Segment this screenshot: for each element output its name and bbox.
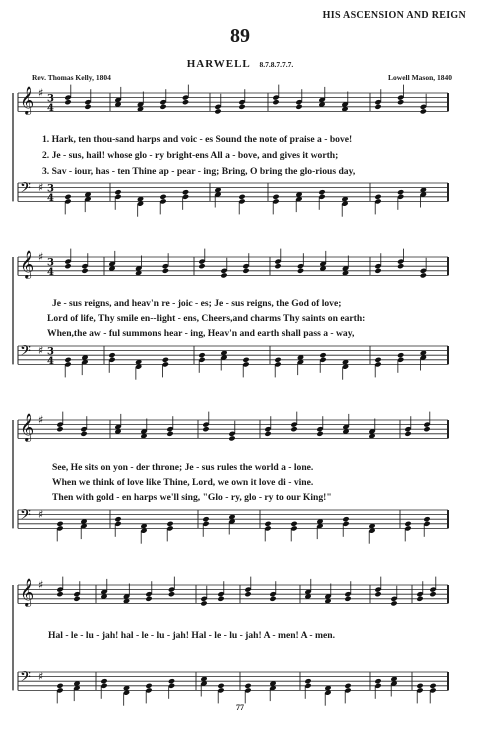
lyric-line: 1. Hark, ten thou-sand harps and voic - es Sound the note of praise a - bove! [42, 134, 353, 145]
note-head [217, 683, 224, 689]
note-head [397, 263, 404, 269]
tune-meter: 8.7.8.7.7.7. [259, 60, 294, 69]
treble-clef-icon: 𝄞 [20, 578, 35, 606]
note-head [242, 268, 249, 274]
note-head [316, 431, 323, 437]
lyric-line: Lord of life, Thy smile en--light - ens, Cheers,and charms Thy saints on earth: [47, 313, 366, 324]
note-head [168, 678, 175, 684]
note-head [420, 272, 427, 278]
note-head [198, 263, 205, 269]
bass-clef-icon: 𝄢 [20, 343, 31, 363]
note-head [404, 431, 411, 437]
note-head [290, 426, 297, 432]
note-head [198, 352, 205, 358]
time-signature-bottom: 4 [47, 267, 54, 278]
note-head [374, 357, 381, 363]
note-head [344, 596, 351, 602]
note-head [64, 263, 71, 269]
note-head [182, 189, 189, 195]
note-head [162, 357, 169, 363]
note-head [182, 99, 189, 105]
time-signature-top: 3 [47, 183, 54, 195]
note-head [423, 516, 430, 522]
note-head [242, 357, 249, 363]
lyric-line: See, He sits on yon - der throne; Je - sus rules the world a - lone. [52, 462, 314, 473]
note-head [84, 104, 91, 110]
note-head [344, 683, 351, 689]
note-head [220, 272, 227, 278]
note-head [114, 516, 121, 522]
note-head [73, 596, 80, 602]
key-sharp-icon: ♯ [38, 344, 44, 357]
note-head [274, 263, 281, 269]
note-head [397, 189, 404, 195]
note-head [374, 268, 381, 274]
lyric-line: 3. Sav - iour, has - ten Thine ap - pear - ing; Bring, O bring the glo-rious day, [42, 166, 356, 177]
note-head [297, 268, 304, 274]
note-head [274, 357, 281, 363]
treble-clef-icon: 𝄞 [20, 413, 35, 441]
lyric-line: Je - sus reigns, and heav'n re - joic - es; Je - sus reigns, the God of love; [52, 298, 342, 309]
note-head [80, 431, 87, 437]
key-sharp-icon: ♯ [38, 181, 44, 194]
key-sharp-icon: ♯ [38, 413, 44, 427]
note-head [269, 596, 276, 602]
time-signature-top: 3 [47, 346, 54, 358]
treble-clef-icon: 𝄞 [20, 86, 35, 114]
key-sharp-icon: ♯ [38, 86, 44, 100]
note-head [374, 591, 381, 597]
words-credit: Rev. Thomas Kelly, 1804 [32, 73, 111, 82]
note-head [159, 104, 166, 110]
note-head [166, 431, 173, 437]
lyric-line: 2. Je - sus, hail! whose glo - ry bright-ens All a - bove, and gives it worth; [42, 150, 339, 161]
note-head [145, 683, 152, 689]
note-head [290, 521, 297, 527]
note-head [238, 104, 245, 110]
note-head [244, 591, 251, 597]
time-signature-bottom: 4 [47, 103, 54, 114]
lyric-line: When we think of love like Thine, Lord, we own it love di - vine. [52, 477, 314, 488]
note-head [390, 600, 397, 606]
note-head [214, 108, 221, 114]
key-sharp-icon: ♯ [38, 250, 44, 264]
hymn-number: 89 [230, 25, 250, 47]
note-head [374, 194, 381, 200]
note-head [81, 268, 88, 274]
note-head [304, 678, 311, 684]
note-head [420, 108, 427, 114]
note-head [64, 357, 71, 363]
lyric-line: When,the aw - ful summons hear - ing, Heav'n and earth shall pass a - way, [47, 328, 355, 339]
page-number: 77 [236, 703, 244, 712]
treble-clef-icon: 𝄞 [20, 250, 35, 278]
key-sharp-icon: ♯ [38, 578, 44, 592]
bass-clef-icon: 𝄢 [20, 507, 31, 527]
note-head [416, 683, 423, 689]
lyric-line: Hal - le - lu - jah! hal - le - lu - jah! Hal - le - lu - jah! A - men! A - men. [48, 630, 335, 641]
section-title: HIS ASCENSION AND REIGN [322, 10, 466, 21]
note-head [217, 596, 224, 602]
key-sharp-icon: ♯ [38, 670, 44, 683]
note-head [295, 104, 302, 110]
note-head [56, 521, 63, 527]
note-head [429, 683, 436, 689]
note-head [200, 600, 207, 606]
note-head [56, 426, 63, 432]
note-head [397, 352, 404, 358]
note-head [272, 194, 279, 200]
note-head [264, 521, 271, 527]
note-head [64, 194, 71, 200]
note-head [162, 268, 169, 274]
note-head [114, 189, 121, 195]
note-head [202, 516, 209, 522]
lyric-line: Then with gold - en harps we'll sing, "Glo - ry, glo - ry to our King!" [52, 492, 332, 503]
note-head [166, 521, 173, 527]
bass-clef-icon: 𝄢 [20, 669, 31, 689]
note-head [159, 194, 166, 200]
note-head [318, 189, 325, 195]
note-head [100, 678, 107, 684]
note-head [416, 596, 423, 602]
note-head [342, 516, 349, 522]
note-head [244, 683, 251, 689]
note-head [64, 99, 71, 105]
note-head [238, 194, 245, 200]
time-signature-bottom: 4 [47, 356, 54, 367]
note-head [397, 99, 404, 105]
note-head [319, 352, 326, 358]
time-signature-bottom: 4 [47, 193, 54, 204]
note-head [374, 678, 381, 684]
note-head [168, 591, 175, 597]
note-head [404, 521, 411, 527]
bass-clef-icon: 𝄢 [20, 180, 31, 200]
music-credit: Lowell Mason, 1840 [388, 73, 452, 82]
note-head [228, 435, 235, 441]
note-head [56, 591, 63, 597]
tune-name: HARWELL [186, 58, 251, 70]
time-signature-top: 3 [47, 257, 54, 269]
note-head [145, 596, 152, 602]
note-head [423, 426, 430, 432]
note-head [264, 431, 271, 437]
note-head [429, 591, 436, 597]
note-head [374, 104, 381, 110]
time-signature-top: 3 [47, 93, 54, 105]
note-head [108, 352, 115, 358]
note-head [202, 426, 209, 432]
note-head [272, 99, 279, 105]
note-head [56, 683, 63, 689]
key-sharp-icon: ♯ [38, 508, 44, 521]
